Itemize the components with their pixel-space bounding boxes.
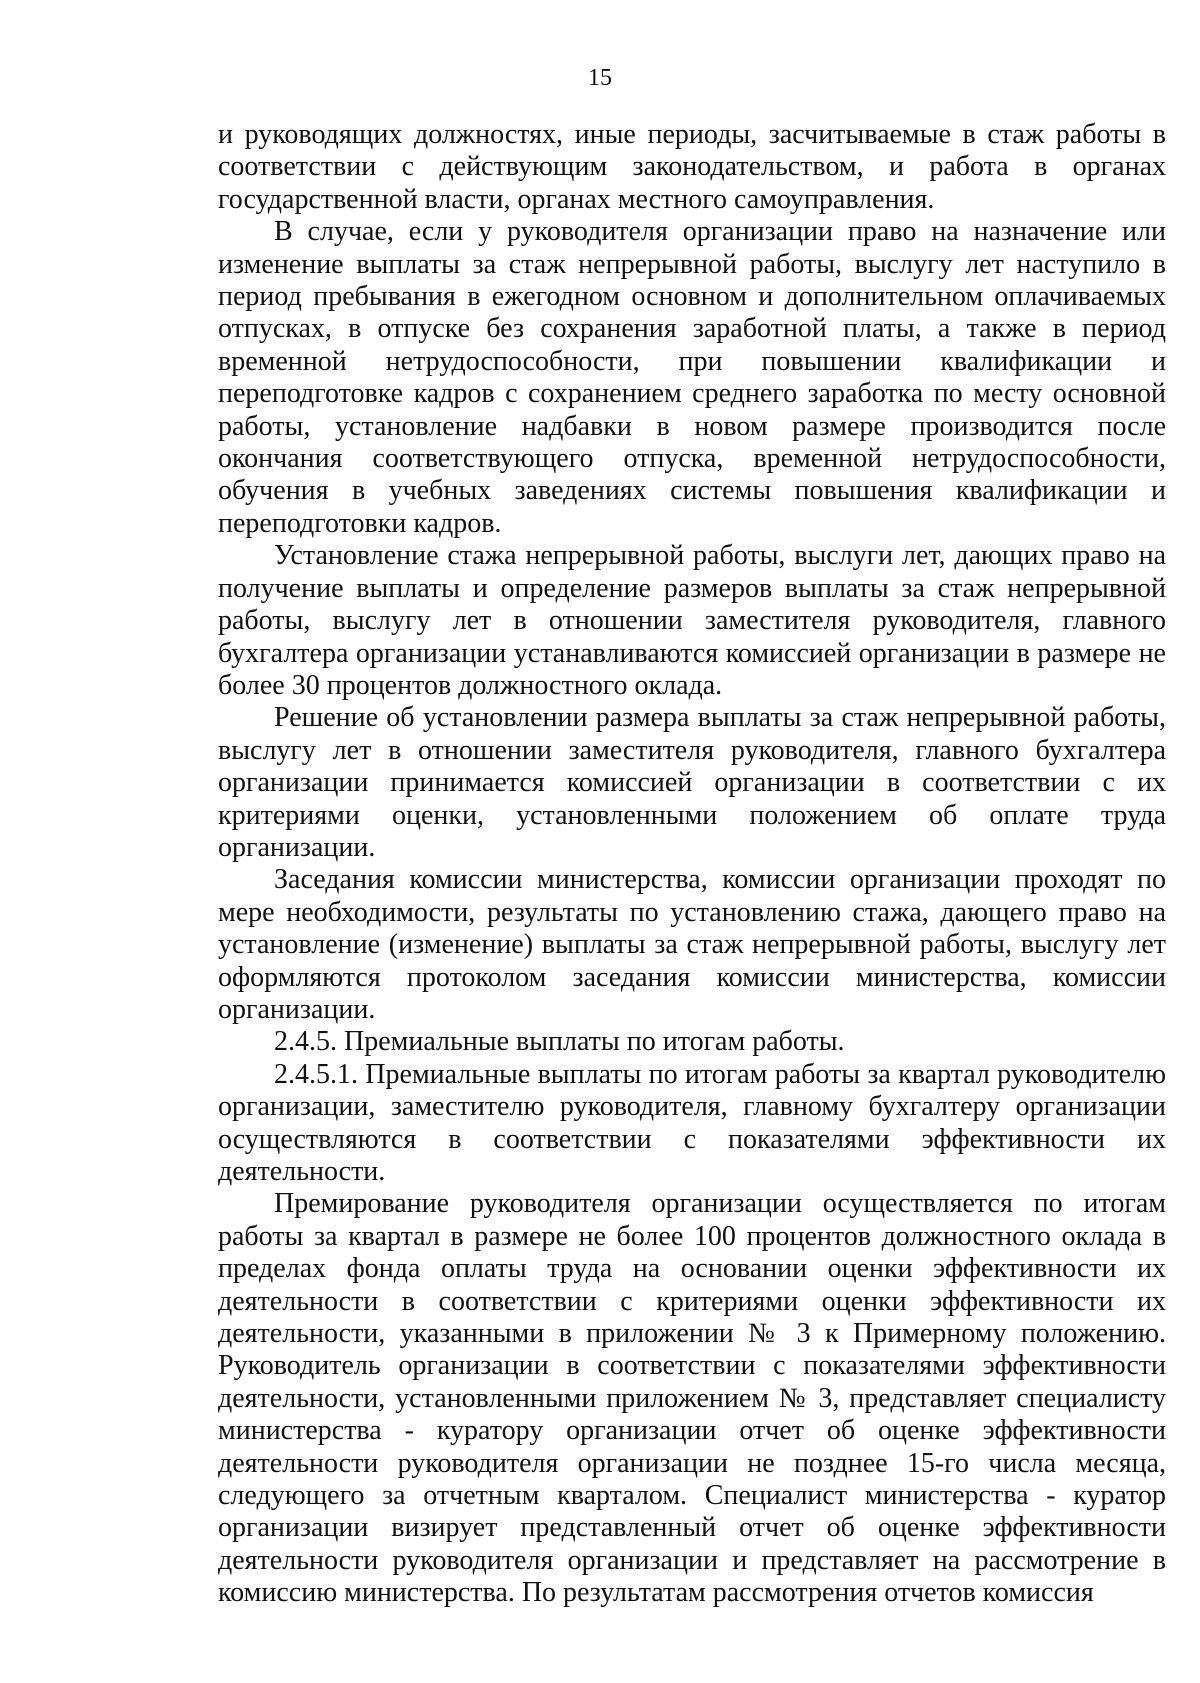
paragraph-vacation-case: В случае, если у руководителя организации право на назначение или изменение выплаты за стаж непрерывной работы, выслугу лет наступило в период пребывания в ежегодном основном и дополнительном оплачиваемых отпусках, в отпуске без сохранения заработной платы, а также в период временной нетрудоспособности, при повышении квалификации и переподготовке кадров с сохранением среднего заработка по месту основной работы, установление надбавки в новом размере производится после окончания соответствующего отпуска, временной нетрудоспособности, обучения в учебных заведениях системы повышения квалификации и переподготовки кадров. <box>218 216 1166 539</box>
paragraph-deputy-seniority: Установление стажа непрерывной работы, выслуги лет, дающих право на получение выплаты и определение размеров выплаты за стаж непрерывной работы, выслугу лет в отношении заместителя руководителя, главного бухгалтера организации устанавливаются комиссией организации в размере не более 30 процентов должностного оклада. <box>218 540 1166 701</box>
paragraph-commission-meetings: Заседания комиссии министерства, комиссии организации проходят по мере необходимости, результаты по установлению стажа, дающего право на установление (изменение) выплаты за стаж непрерывной работы, выслугу лет оформляются протоколом заседания комиссии министерства, комиссии организации. <box>218 864 1166 1025</box>
paragraph-continuation: и руководящих должностях, иные периоды, засчитываемые в стаж работы в соответствии с действующим законодательством, и работа в органах государственной власти, органах местного самоуправления. <box>218 119 1166 215</box>
page-number: 15 <box>588 65 612 91</box>
paragraph-bonus-head: Премирование руководителя организации осуществляется по итогам работы за квартал в размере не более 100 процентов должностного оклада в пределах фонда оплаты труда на основании оценки эффективности их деятельности в соответствии с критериями оценки эффективности их деятельности, указанными в приложении № 3 к Примерному положению. Руководитель организации в соответствии с показателями эффективности деятельности, установленными приложением № 3, представляет специалисту министерства - куратору организации отчет об оценке эффективности деятельности руководителя организации не позднее 15-го числа месяца, следующего за отчетным кварталом. Специалист министерства - куратор организации визирует представленный отчет об оценке эффективности деятельности руководителя организации и представляет на рассмотрение в комиссию министерства. По результатам рассмотрения отчетов комиссия <box>218 1188 1166 1609</box>
section-heading-2-4-5: 2.4.5. Премиальные выплаты по итогам работы. <box>274 1026 845 1058</box>
paragraph-2-4-5-1: 2.4.5.1. Премиальные выплаты по итогам работы за квартал руководителю организации, заместителю руководителя, главному бухгалтеру организации осуществляются в соответствии с показателями эффективности их деятельности. <box>218 1058 1166 1187</box>
document-body <box>218 119 1166 1610</box>
paragraph-decision: Решение об установлении размера выплаты за стаж непрерывной работы, выслугу лет в отношении заместителя руководителя, главного бухгалтера организации принимается комиссией организации в соответствии с их критериями оценки, установленными положением об оплате труда организации. <box>218 702 1166 863</box>
